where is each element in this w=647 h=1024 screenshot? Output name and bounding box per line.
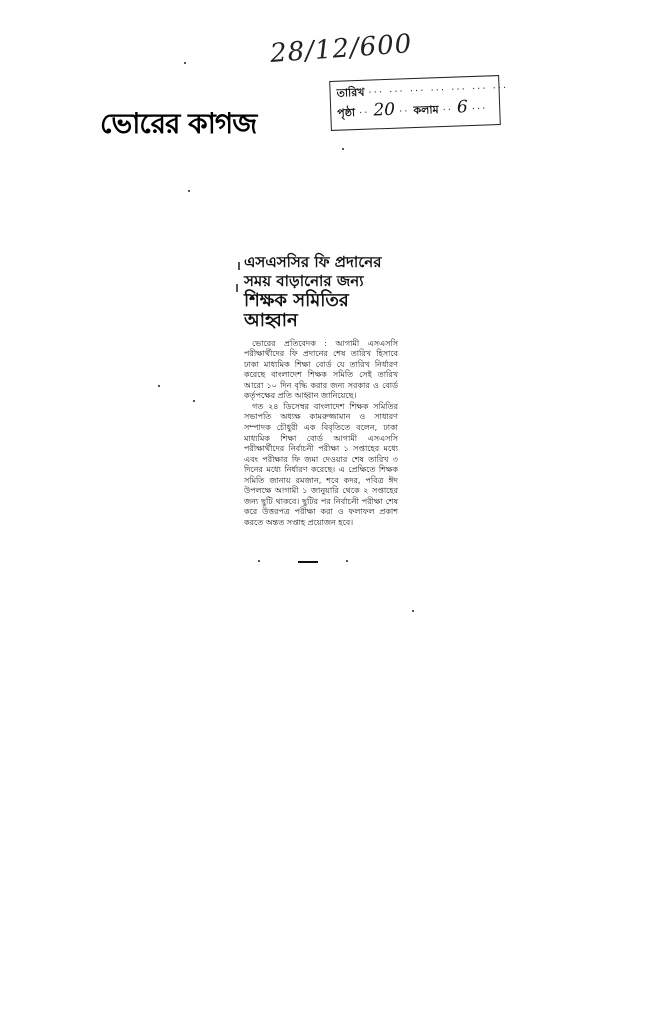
stamp-column-value: 6 — [456, 97, 469, 118]
news-article — [244, 254, 398, 528]
stamp-page-row — [337, 96, 488, 123]
margin-tick-middle — [236, 284, 238, 292]
scan-speck-7 — [342, 148, 344, 150]
stamp-date-dots: ··· ··· ··· ··· ··· ··· ··· — [368, 82, 509, 99]
headline-line-2: সময় বাড়ানোর জন্য — [244, 271, 364, 290]
stamp-page-label: পৃষ্ঠা — [337, 106, 356, 120]
archive-stamp — [329, 75, 509, 131]
scan-speck-6 — [184, 62, 186, 64]
margin-tick-top — [238, 262, 240, 270]
stamp-page-value: 20 — [373, 99, 396, 121]
stamp-column-dots-2: ··· — [471, 103, 488, 116]
article-body — [244, 339, 398, 529]
headline-line-1: এসএসসির ফি প্রদানের — [244, 253, 382, 271]
bottom-rule — [298, 561, 318, 563]
newspaper-masthead: ভোরের কাগজ — [100, 107, 257, 140]
article-headline — [244, 254, 398, 331]
stamp-page-dots: ·· — [358, 107, 370, 119]
scan-speck-1 — [188, 190, 190, 192]
stamp-date-label: তারিখ — [336, 85, 365, 100]
scan-speck-5 — [346, 560, 348, 562]
scan-speck-4 — [258, 560, 260, 562]
scan-speck-8 — [412, 610, 414, 612]
headline-line-3: শিক্ষক সমিতির আহ্বান — [244, 290, 349, 331]
scan-speck-3 — [193, 400, 195, 402]
stamp-page-dots-2: ·· — [398, 106, 410, 118]
stamp-column-dots: ·· — [442, 104, 454, 117]
stamp-column-label: কলাম — [413, 103, 439, 118]
handwritten-date: 28/12/600 — [269, 29, 414, 69]
article-paragraph-2: গত ২৪ ডিসেম্বর বাংলাদেশ শিক্ষক সমিতির সভাপতি অধ্যক্ষ কামরুজ্জামান ও সাধারণ সম্পাদক চৌধুরী এক বিবৃতিতে বলেন, ঢাকা মাধ্যমিক শিক্ষা বোর্ড আগামী এসএসসি পরীক্ষার্থীদের নির্বাচনী পরীক্ষা ১ সপ্তাহের মধ্যে এবং পরীক্ষার ফি জমা দেওয়ার শেষ তারিখ ৩ দিনের মধ্যে নির্ধারণ করেছে। এ প্রেক্ষিতে শিক্ষক সমিতি জানায় রমজান, শবে কদর, পবিত্র ঈদ উপলক্ষে আগামী ১ জানুয়ারি থেকে ২ সপ্তাহের জন্য ছুটি থাকবে। ছুটির পর নির্বাচনী পরীক্ষা শেষ করে উত্তরপত্র পরীক্ষা করা ও ফলাফল প্রকাশ করতে অন্তত সপ্তাহ প্রয়োজন হবে। — [244, 401, 398, 527]
scan-speck-2 — [158, 385, 160, 387]
article-paragraph-1: ভোরের প্রতিবেদক : আগামী এসএসসি পরীক্ষার্থীদের ফি প্রদানের শেষ তারিখ হিসাবে ঢাকা মাধ্যমিক শিক্ষা বোর্ড যে তারিখ নির্ধারণ করেছে বাংলাদেশ শিক্ষক সমিতি সেই তারিখ আরো ১০ দিন বৃদ্ধি করার জন্য সরকার ও বোর্ড কর্তৃপক্ষের প্রতি আহ্বান জানিয়েছে। — [244, 338, 398, 401]
